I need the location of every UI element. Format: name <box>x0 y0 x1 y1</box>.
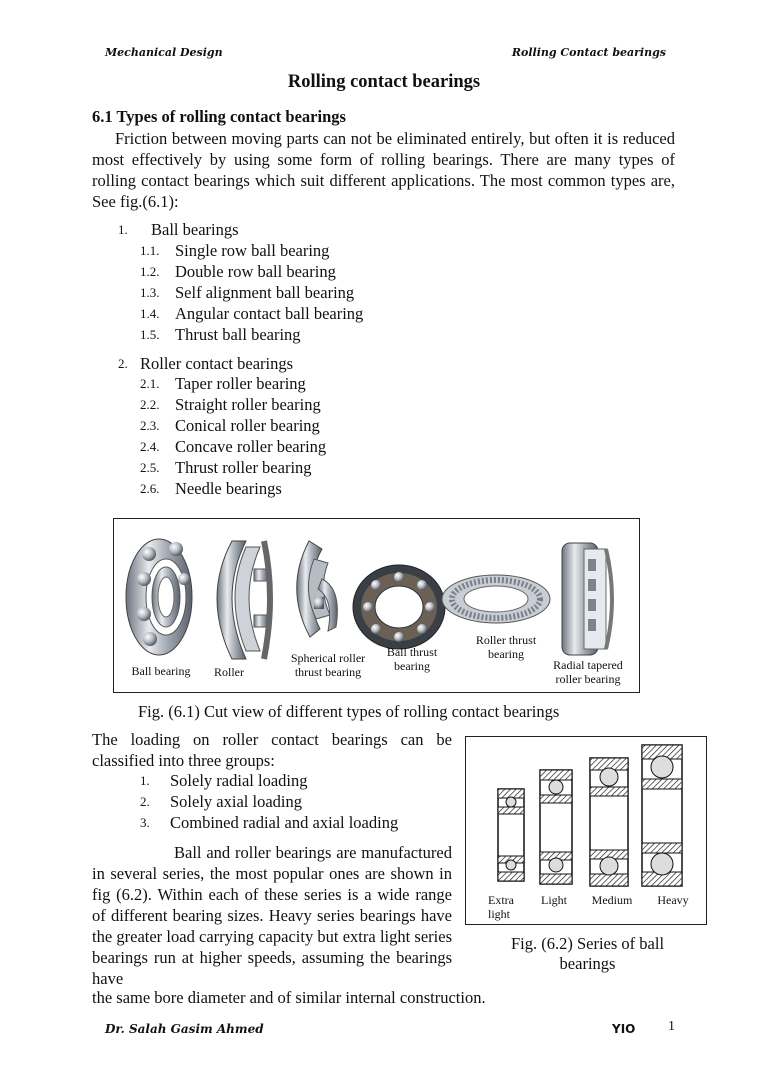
label-medium: Medium <box>591 893 633 907</box>
list-label: Solely axial loading <box>170 792 302 811</box>
list-num: 1. <box>140 773 150 788</box>
page-title: Rolling contact bearings <box>287 72 481 92</box>
list-label: Single row ball bearing <box>175 241 330 260</box>
series-paragraph-tail: the same bore diameter and of similar internal construction. <box>92 988 486 1007</box>
series-text: Ball and roller bearings are manufactured in several series, the most popular ones are shown in fig (6.2). Within each of these series is a wide range of different bearing sizes. Heavy series bearings have the greater load carrying capacity but extra light series bearings run at higher speeds, assuming the bearings have <box>92 843 452 988</box>
list-num: 1.2. <box>140 264 160 279</box>
ball-thrust-image <box>353 565 445 649</box>
list-item <box>140 457 326 478</box>
list-label: Conical roller bearing <box>175 416 320 435</box>
list-item <box>140 240 363 261</box>
ball-bearing-image <box>126 539 192 655</box>
list-item <box>140 324 363 345</box>
figure1-caption: Fig. (6.1) Cut view of different types of rolling contact bearings <box>138 702 560 721</box>
label-ball-bearing: Ball bearing <box>131 664 191 678</box>
series-heavy <box>642 745 682 886</box>
list-num: 2. <box>140 794 150 809</box>
header-right: Rolling Contact bearings <box>511 46 666 59</box>
list-num: 1.1. <box>140 243 160 258</box>
list-item <box>140 436 326 457</box>
list-label: Solely radial loading <box>170 771 308 790</box>
intro-paragraph <box>92 128 675 212</box>
label-spherical: Spherical roller thrust bearing <box>290 651 366 679</box>
list-item <box>140 261 363 282</box>
list-num: 3. <box>140 815 150 830</box>
list-label: Angular contact ball bearing <box>175 304 364 323</box>
label-roller: Roller <box>214 665 244 679</box>
list-item <box>140 770 398 791</box>
label-ball-thrust: Ball thrust bearing <box>386 645 438 673</box>
label-roller-thrust: Roller thrust bearing <box>475 633 537 661</box>
figure2-caption: Fig. (6.2) Series of ball bearings <box>510 934 665 973</box>
label-light: Light <box>541 893 567 907</box>
list-item <box>140 394 326 415</box>
list-label: Straight roller bearing <box>175 395 321 414</box>
intro-text: Friction between moving parts can not be eliminated entirely, but often it is reduced most effectively by using some form of rolling bearings. There are many types of rolling contact bearings which suit different applications. The most common types are, See fig.(6.1): <box>92 129 675 211</box>
label-radial-tapered: Radial tapered roller bearing <box>553 658 623 686</box>
list-num: 2.5. <box>140 460 160 475</box>
loading-list <box>140 770 398 833</box>
list-label: Needle bearings <box>175 479 282 498</box>
list-num: 1.3. <box>140 285 160 300</box>
sublist-roller-bearings <box>140 373 326 499</box>
series-medium <box>590 758 628 886</box>
list-item <box>140 791 398 812</box>
list-item-roller-bearings <box>118 353 293 374</box>
list-item <box>140 303 363 324</box>
series-light <box>540 770 572 884</box>
list-item <box>140 282 363 303</box>
list-num: 2.4. <box>140 439 160 454</box>
list-num: 1.5. <box>140 327 160 342</box>
list-num: 2.2. <box>140 397 160 412</box>
list-label: Concave roller bearing <box>175 437 327 456</box>
list-item-ball-bearings <box>118 219 239 240</box>
roller-thrust-image <box>442 575 550 623</box>
figure-bearing-types <box>113 518 640 693</box>
list-item <box>140 415 326 436</box>
loading-paragraph: The loading on roller contact bearings can be classified into three groups: <box>92 730 452 770</box>
series-extra-light <box>498 789 524 881</box>
figure-bearing-series <box>465 736 707 925</box>
radial-tapered-image <box>562 543 612 655</box>
footer-code: YIO <box>612 1022 636 1036</box>
list-label: Self alignment ball bearing <box>175 283 355 302</box>
section-heading: 6.1 Types of rolling contact bearings <box>92 107 346 126</box>
list-item <box>140 812 398 833</box>
list-item <box>140 373 326 394</box>
sublist-ball-bearings <box>140 240 363 345</box>
list-num: 2.1. <box>140 376 160 391</box>
footer-author: Dr. Salah Gasim Ahmed <box>105 1022 264 1036</box>
header-left: Mechanical Design <box>105 46 223 59</box>
spherical-roller-thrust-image <box>297 541 338 637</box>
list-label: Combined radial and axial loading <box>170 813 399 832</box>
label-heavy: Heavy <box>657 893 689 907</box>
list-num: 2.3. <box>140 418 160 433</box>
list-num: 2. <box>118 356 128 371</box>
list-item <box>140 478 326 499</box>
list-label: Thrust ball bearing <box>175 325 301 344</box>
list-num: 1. <box>118 222 128 237</box>
list-label: Double row ball bearing <box>175 262 336 281</box>
list-num: 1.4. <box>140 306 160 321</box>
list-label: Taper roller bearing <box>175 374 306 393</box>
list-label: Thrust roller bearing <box>175 458 312 477</box>
roller-bearing-image <box>217 541 270 659</box>
list-num: 2.6. <box>140 481 160 496</box>
list-label: Roller contact bearings <box>140 354 294 373</box>
page-number: 1 <box>668 1019 675 1034</box>
list-label: Ball bearings <box>151 220 239 239</box>
series-paragraph <box>92 842 452 989</box>
label-extra-light: Extra light <box>488 893 514 921</box>
